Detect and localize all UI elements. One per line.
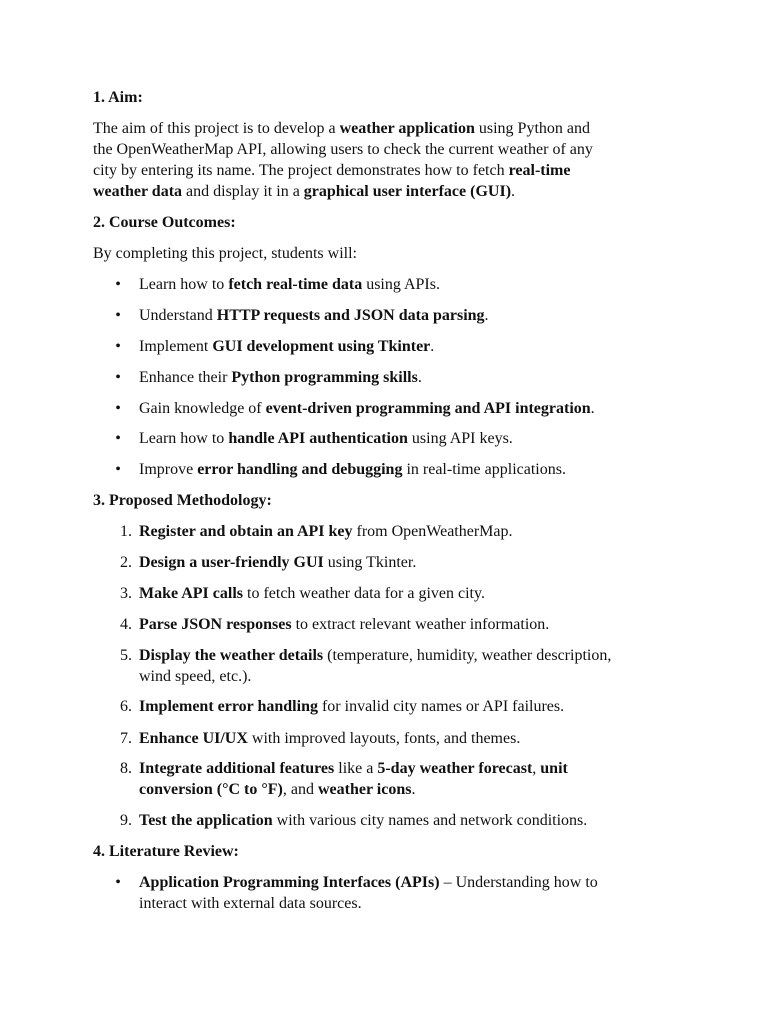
text-run: . bbox=[411, 781, 416, 798]
text-run: Understand bbox=[139, 307, 217, 324]
list-item-text bbox=[139, 696, 564, 717]
list-item-text bbox=[139, 810, 587, 831]
text-run: . bbox=[430, 338, 435, 355]
text-run: the OpenWeatherMap API, allowing users to check the current weather of any bbox=[93, 141, 593, 158]
bold-text: Register and obtain an API key bbox=[139, 523, 353, 540]
text-run: city by entering its name. The project demonstrates how to fetch bbox=[93, 162, 509, 179]
aim-line bbox=[93, 118, 590, 139]
list-number: 7. bbox=[120, 730, 132, 747]
bold-text: Test the application bbox=[139, 812, 273, 829]
literature-heading: 4. Literature Review: bbox=[93, 843, 239, 860]
bold-text: graphical user interface (GUI) bbox=[303, 183, 512, 200]
list-number: 2. bbox=[120, 554, 132, 571]
text-run: Learn how to bbox=[139, 276, 229, 293]
outcomes-intro: By completing this project, students will: bbox=[93, 245, 357, 262]
list-item-text bbox=[139, 614, 549, 635]
list-item-text bbox=[139, 779, 415, 800]
bold-text: weather application bbox=[339, 120, 475, 137]
text-run: interact with external data sources. bbox=[139, 895, 362, 912]
list-number: 4. bbox=[120, 616, 132, 633]
list-item-text bbox=[139, 305, 489, 326]
list-number: 9. bbox=[120, 812, 132, 829]
bold-text: Display the weather details bbox=[139, 647, 324, 664]
text-run: wind speed, etc.). bbox=[139, 668, 252, 685]
text-run: , bbox=[532, 760, 541, 777]
bold-text: Implement error handling bbox=[139, 698, 318, 715]
list-item-text bbox=[139, 666, 251, 687]
text-run: Gain knowledge of bbox=[139, 400, 266, 417]
bold-text: Enhance UI/UX bbox=[139, 730, 248, 747]
text-run: using API keys. bbox=[407, 430, 513, 447]
bold-text: GUI development using Tkinter bbox=[212, 338, 431, 355]
aim-line bbox=[93, 139, 593, 160]
list-item-text bbox=[139, 645, 611, 666]
list-number: 8. bbox=[120, 760, 132, 777]
text-run: Improve bbox=[139, 461, 198, 478]
bold-text: fetch real-time data bbox=[228, 276, 363, 293]
bold-text: handle API authentication bbox=[228, 430, 408, 447]
list-item-text bbox=[139, 274, 440, 295]
bold-text: Design a user-friendly GUI bbox=[139, 554, 324, 571]
bold-text: weather data bbox=[93, 183, 183, 200]
text-run: Learn how to bbox=[139, 430, 229, 447]
text-run: Implement bbox=[139, 338, 213, 355]
bold-text: HTTP requests and JSON data parsing bbox=[216, 307, 485, 324]
text-run: . bbox=[590, 400, 595, 417]
list-item-text bbox=[139, 872, 598, 893]
text-run: (temperature, humidity, weather description, bbox=[323, 647, 612, 664]
bold-text: 5-day weather forecast bbox=[377, 760, 533, 777]
text-run: and display it in a bbox=[182, 183, 304, 200]
bold-text: Python programming skills bbox=[231, 369, 418, 386]
bold-text: Parse JSON responses bbox=[139, 616, 292, 633]
bold-text: event-driven programming and API integration bbox=[265, 400, 591, 417]
text-run: like a bbox=[334, 760, 378, 777]
text-run: to extract relevant weather information. bbox=[291, 616, 550, 633]
text-run: using Python and bbox=[474, 120, 590, 137]
list-item-text bbox=[139, 758, 568, 779]
outcomes-heading: 2. Course Outcomes: bbox=[93, 214, 236, 231]
list-item-text bbox=[139, 459, 566, 480]
list-item-text bbox=[139, 552, 416, 573]
text-run: from OpenWeatherMap. bbox=[352, 523, 513, 540]
text-run: Enhance their bbox=[139, 369, 232, 386]
bold-text: Application Programming Interfaces (APIs) bbox=[139, 874, 440, 891]
bold-text: weather icons bbox=[318, 781, 412, 798]
text-run: – Understanding how to bbox=[439, 874, 598, 891]
text-run: , and bbox=[282, 781, 318, 798]
text-run: using Tkinter. bbox=[323, 554, 417, 571]
list-number: 6. bbox=[120, 698, 132, 715]
text-run: The aim of this project is to develop a bbox=[93, 120, 340, 137]
bold-text: conversion (°C to °F) bbox=[139, 781, 283, 798]
list-item-text bbox=[139, 398, 595, 419]
list-item-text bbox=[139, 367, 422, 388]
bullet-marker: • bbox=[115, 461, 121, 478]
text-run: for invalid city names or API failures. bbox=[317, 698, 565, 715]
bold-text: Integrate additional features bbox=[139, 760, 335, 777]
bullet-marker: • bbox=[115, 276, 121, 293]
text-run: . bbox=[484, 307, 489, 324]
list-item-text bbox=[139, 583, 485, 604]
list-number: 5. bbox=[120, 647, 132, 664]
bullet-marker: • bbox=[115, 338, 121, 355]
text-run: to fetch weather data for a given city. bbox=[243, 585, 485, 602]
bold-text: unit bbox=[540, 760, 568, 777]
list-item-text bbox=[139, 893, 362, 914]
list-item-text bbox=[139, 728, 520, 749]
aim-heading: 1. Aim: bbox=[93, 89, 143, 106]
bold-text: real-time bbox=[508, 162, 571, 179]
aim-line bbox=[93, 160, 570, 181]
text-run: with various city names and network conditions. bbox=[272, 812, 588, 829]
list-item-text bbox=[139, 428, 513, 449]
bold-text: Make API calls bbox=[139, 585, 243, 602]
bullet-marker: • bbox=[115, 307, 121, 324]
bullet-marker: • bbox=[115, 369, 121, 386]
list-item-text bbox=[139, 336, 434, 357]
bullet-marker: • bbox=[115, 874, 121, 891]
text-run: . bbox=[417, 369, 422, 386]
bullet-marker: • bbox=[115, 430, 121, 447]
text-run: . bbox=[511, 183, 516, 200]
list-item-text bbox=[139, 521, 513, 542]
text-run: using APIs. bbox=[362, 276, 440, 293]
aim-line bbox=[93, 181, 515, 202]
text-run: in real-time applications. bbox=[402, 461, 566, 478]
list-number: 3. bbox=[120, 585, 132, 602]
bold-text: error handling and debugging bbox=[197, 461, 403, 478]
bullet-marker: • bbox=[115, 400, 121, 417]
text-run: with improved layouts, fonts, and themes. bbox=[247, 730, 521, 747]
methodology-heading: 3. Proposed Methodology: bbox=[93, 492, 272, 509]
list-number: 1. bbox=[120, 523, 132, 540]
